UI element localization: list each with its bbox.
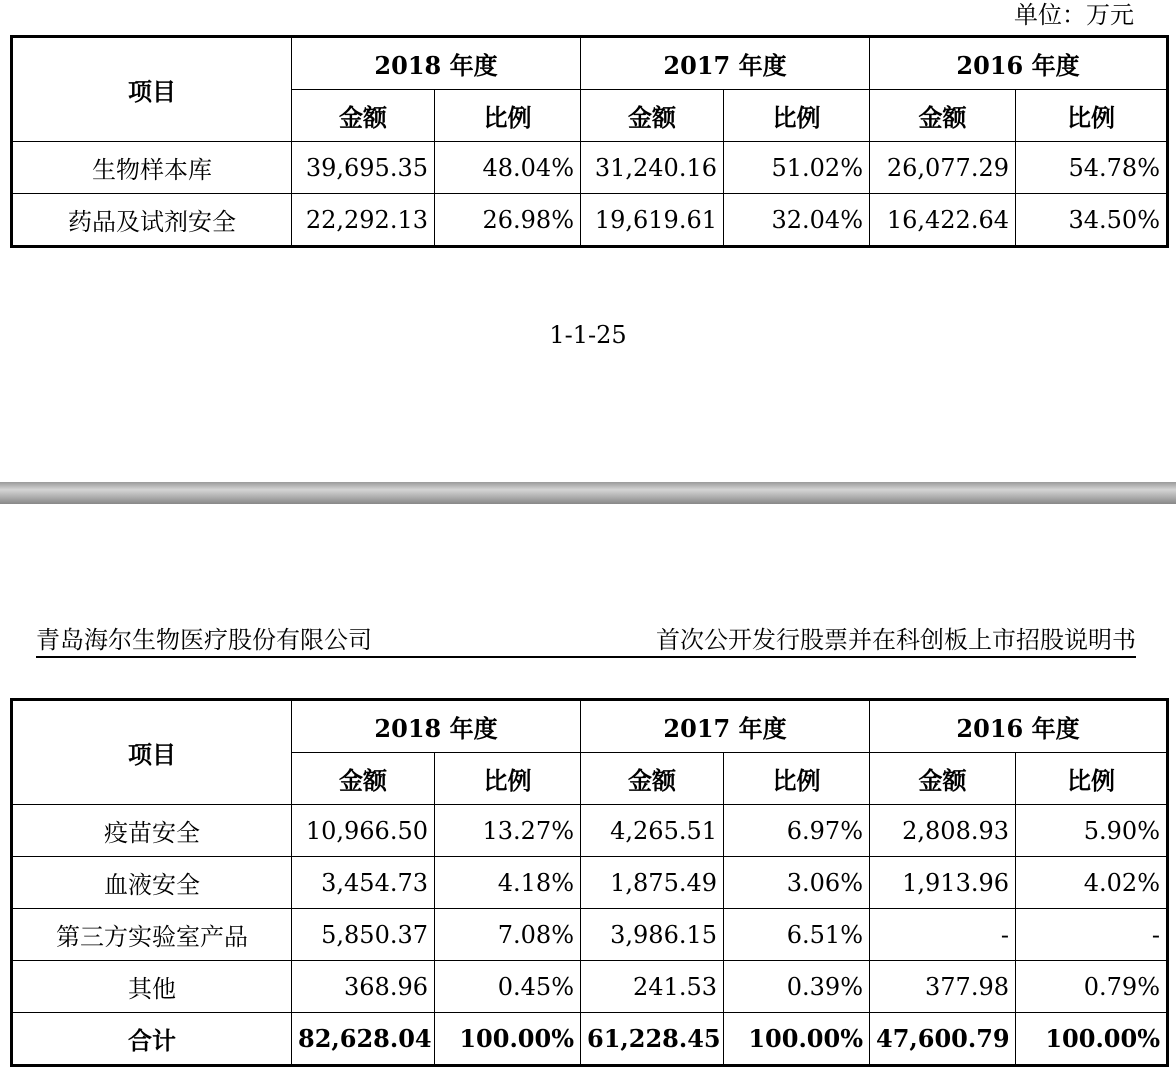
cell-ratio: 0.39% <box>724 961 870 1013</box>
header-ratio: 比例 <box>435 753 581 805</box>
cell-ratio: 0.45% <box>435 961 581 1013</box>
header-amount: 金额 <box>292 753 435 805</box>
header-year: 2018 年度 <box>292 700 581 753</box>
cell-ratio: - <box>1016 909 1168 961</box>
cell-amount: 26,077.29 <box>870 142 1016 194</box>
cell-ratio: 4.18% <box>435 857 581 909</box>
page-number: 1-1-25 <box>549 321 627 349</box>
cell-amount: 3,454.73 <box>292 857 435 909</box>
header-ratio: 比例 <box>724 90 870 142</box>
header-ratio: 比例 <box>724 753 870 805</box>
row-item-name: 第三方实验室产品 <box>12 909 292 961</box>
cell-amount: 19,619.61 <box>581 194 724 247</box>
row-item-name: 生物样本库 <box>12 142 292 194</box>
header-ratio: 比例 <box>1016 90 1168 142</box>
header-amount: 金额 <box>292 90 435 142</box>
header-amount: 金额 <box>870 753 1016 805</box>
header-item: 项目 <box>12 700 292 805</box>
header-ratio: 比例 <box>435 90 581 142</box>
cell-ratio: 54.78% <box>1016 142 1168 194</box>
cell-amount: - <box>870 909 1016 961</box>
cell-amount: 377.98 <box>870 961 1016 1013</box>
cell-ratio: 32.04% <box>724 194 870 247</box>
header-amount: 金额 <box>581 90 724 142</box>
cell-ratio: 48.04% <box>435 142 581 194</box>
unit-note: 单位：万元 <box>1014 1 1134 29</box>
cell-ratio: 6.97% <box>724 805 870 857</box>
row-item-name: 其他 <box>12 961 292 1013</box>
cell-amount: 16,422.64 <box>870 194 1016 247</box>
cell-ratio: 5.90% <box>1016 805 1168 857</box>
header-row-years <box>12 37 1168 90</box>
cell-ratio: 13.27% <box>435 805 581 857</box>
cell-amount: 368.96 <box>292 961 435 1013</box>
document-title: 首次公开发行股票并在科创板上市招股说明书 <box>656 626 1136 654</box>
total-amount: 61,228.45 <box>581 1013 724 1066</box>
header-year: 2018 年度 <box>292 37 581 90</box>
cell-ratio: 3.06% <box>724 857 870 909</box>
table-row <box>12 961 1168 1013</box>
cell-amount: 241.53 <box>581 961 724 1013</box>
company-name: 青岛海尔生物医疗股份有限公司 <box>36 626 372 654</box>
page-divider <box>0 482 1176 504</box>
cell-amount: 3,986.15 <box>581 909 724 961</box>
header-year: 2016 年度 <box>870 37 1168 90</box>
row-item-name: 药品及试剂安全 <box>12 194 292 247</box>
cell-ratio: 6.51% <box>724 909 870 961</box>
header-amount: 金额 <box>870 90 1016 142</box>
cell-amount: 4,265.51 <box>581 805 724 857</box>
cell-amount: 22,292.13 <box>292 194 435 247</box>
cell-amount: 2,808.93 <box>870 805 1016 857</box>
cell-amount: 1,913.96 <box>870 857 1016 909</box>
revenue-table-top <box>10 35 1169 248</box>
total-label: 合计 <box>12 1013 292 1066</box>
cell-amount: 31,240.16 <box>581 142 724 194</box>
total-ratio: 100.00% <box>435 1013 581 1066</box>
total-ratio: 100.00% <box>1016 1013 1168 1066</box>
table-row <box>12 857 1168 909</box>
cell-ratio: 51.02% <box>724 142 870 194</box>
table-row <box>12 805 1168 857</box>
row-item-name: 血液安全 <box>12 857 292 909</box>
header-row-years <box>12 700 1168 753</box>
cell-amount: 1,875.49 <box>581 857 724 909</box>
table-row <box>12 194 1168 247</box>
header-year: 2016 年度 <box>870 700 1168 753</box>
header-ratio: 比例 <box>1016 753 1168 805</box>
revenue-table-bottom <box>10 698 1169 1067</box>
cell-amount: 39,695.35 <box>292 142 435 194</box>
cell-ratio: 34.50% <box>1016 194 1168 247</box>
cell-amount: 10,966.50 <box>292 805 435 857</box>
cell-ratio: 7.08% <box>435 909 581 961</box>
table-row <box>12 142 1168 194</box>
total-ratio: 100.00% <box>724 1013 870 1066</box>
header-amount: 金额 <box>581 753 724 805</box>
header-year: 2017 年度 <box>581 37 870 90</box>
header-year: 2017 年度 <box>581 700 870 753</box>
table-row <box>12 909 1168 961</box>
table-total-row <box>12 1013 1168 1066</box>
running-header <box>36 618 1136 658</box>
header-item: 项目 <box>12 37 292 142</box>
cell-ratio: 26.98% <box>435 194 581 247</box>
total-amount: 82,628.04 <box>292 1013 435 1066</box>
cell-ratio: 0.79% <box>1016 961 1168 1013</box>
row-item-name: 疫苗安全 <box>12 805 292 857</box>
cell-amount: 5,850.37 <box>292 909 435 961</box>
total-amount: 47,600.79 <box>870 1013 1016 1066</box>
cell-ratio: 4.02% <box>1016 857 1168 909</box>
